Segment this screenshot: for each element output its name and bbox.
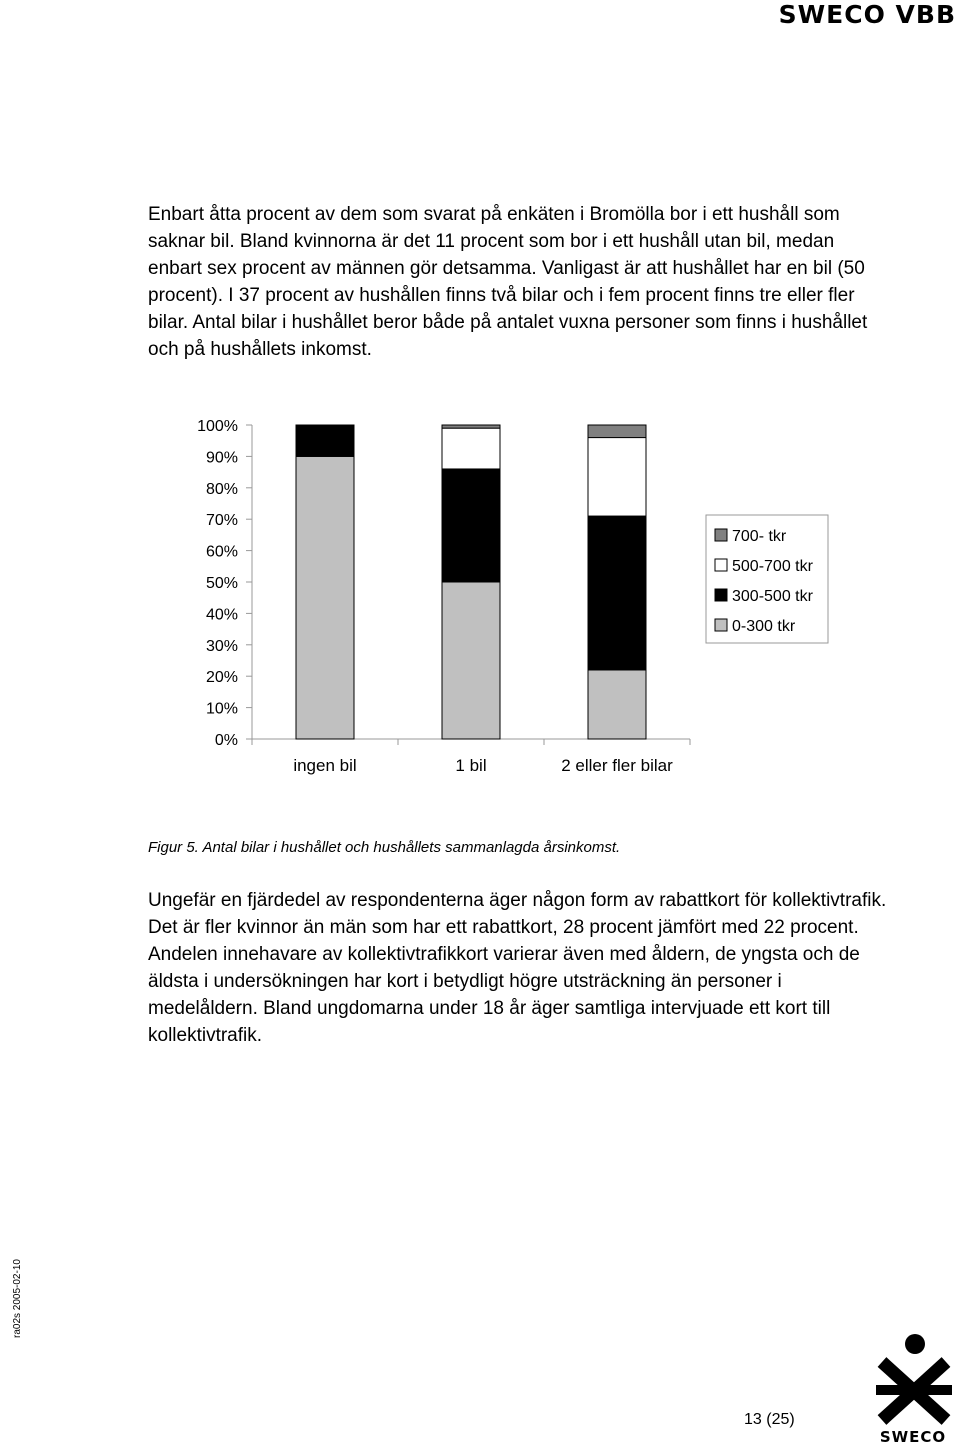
bar-segment <box>588 425 646 438</box>
chart-canvas <box>0 405 960 785</box>
y-tick-label: 20% <box>205 669 238 687</box>
x-category-label: ingen bil <box>293 756 357 775</box>
page-number: 13 (25) <box>744 1411 795 1428</box>
y-tick-label: 90% <box>205 449 238 467</box>
sweco-logo <box>872 1332 954 1446</box>
y-tick-label: 30% <box>205 637 238 655</box>
body-paragraph-car-ownership: Enbart åtta procent av dem som svarat på enkäten i Bromölla bor i ett hushåll som saknar bil. Bland kvinnorna är det 11 procent som bor i ett hushåll utan bil, medan enbart sex procent av männen gör detsamma. Vanligast är att hushållet har en bil (50 procent). I 37 procent av hushållen finns två bilar och i fem procent finns tre eller fler bilar. Antal bilar i hushållet beror både på antalet vuxna personer som finns i hushållet och på hushållets inkomst. <box>148 204 868 360</box>
y-tick-label: 70% <box>205 512 238 530</box>
bar-segment <box>588 670 646 739</box>
y-tick-label: 10% <box>205 700 238 718</box>
y-tick-label: 100% <box>197 418 238 435</box>
bar-segment <box>442 425 500 428</box>
legend-label: 0-300 tkr <box>732 618 796 635</box>
y-tick-label: 0% <box>214 732 238 749</box>
stacked-bar-chart <box>0 405 960 785</box>
y-tick-label: 80% <box>205 480 238 498</box>
sweco-logo-text: SWECO <box>879 1428 947 1446</box>
legend-label: 300-500 tkr <box>732 588 813 605</box>
legend-label: 700- tkr <box>732 528 787 545</box>
body-paragraph-discount-cards: Ungefär en fjärdedel av respondenterna äger någon form av rabattkort för kollektivtrafik. Det är fler kvinnor än män som har ett rabattkort, 28 procent jämfört med 22 procent. Andelen innehavare av kollektivtrafikkort varierar även med åldern, de yngsta och de äldsta i undersökningen har kort i betydligt högre utsträckning än personer i medelåldern. Bland ungdomarna under 18 år äger samtliga intervjuade ett kort till kollektivtrafik. <box>148 890 887 1046</box>
header-brand-logo: SWECO VBB <box>778 0 956 29</box>
bar-segment <box>296 456 354 739</box>
legend-label: 500-700 tkr <box>732 558 813 575</box>
y-tick-label: 60% <box>205 543 238 561</box>
legend-swatch <box>715 619 727 631</box>
bar-segment <box>442 582 500 739</box>
y-tick-label: 40% <box>205 606 238 624</box>
bar-segment <box>588 516 646 670</box>
sweco-logo-icon <box>872 1332 954 1428</box>
figure-caption: Figur 5. Antal bilar i hushållet och hushållets sammanlagda årsinkomst. <box>148 839 621 856</box>
bar-segment <box>588 438 646 517</box>
legend-swatch <box>715 589 727 601</box>
x-category-label: 2 eller fler bilar <box>561 756 673 775</box>
bar-segment <box>442 428 500 469</box>
y-tick-label: 50% <box>205 575 238 592</box>
bar-segment <box>442 469 500 582</box>
legend-swatch <box>715 529 727 541</box>
bar-segment <box>296 425 354 456</box>
x-category-label: 1 bil <box>455 756 487 775</box>
legend-swatch <box>715 559 727 571</box>
document-stamp: ra02s 2005-02-10 <box>12 1259 23 1338</box>
